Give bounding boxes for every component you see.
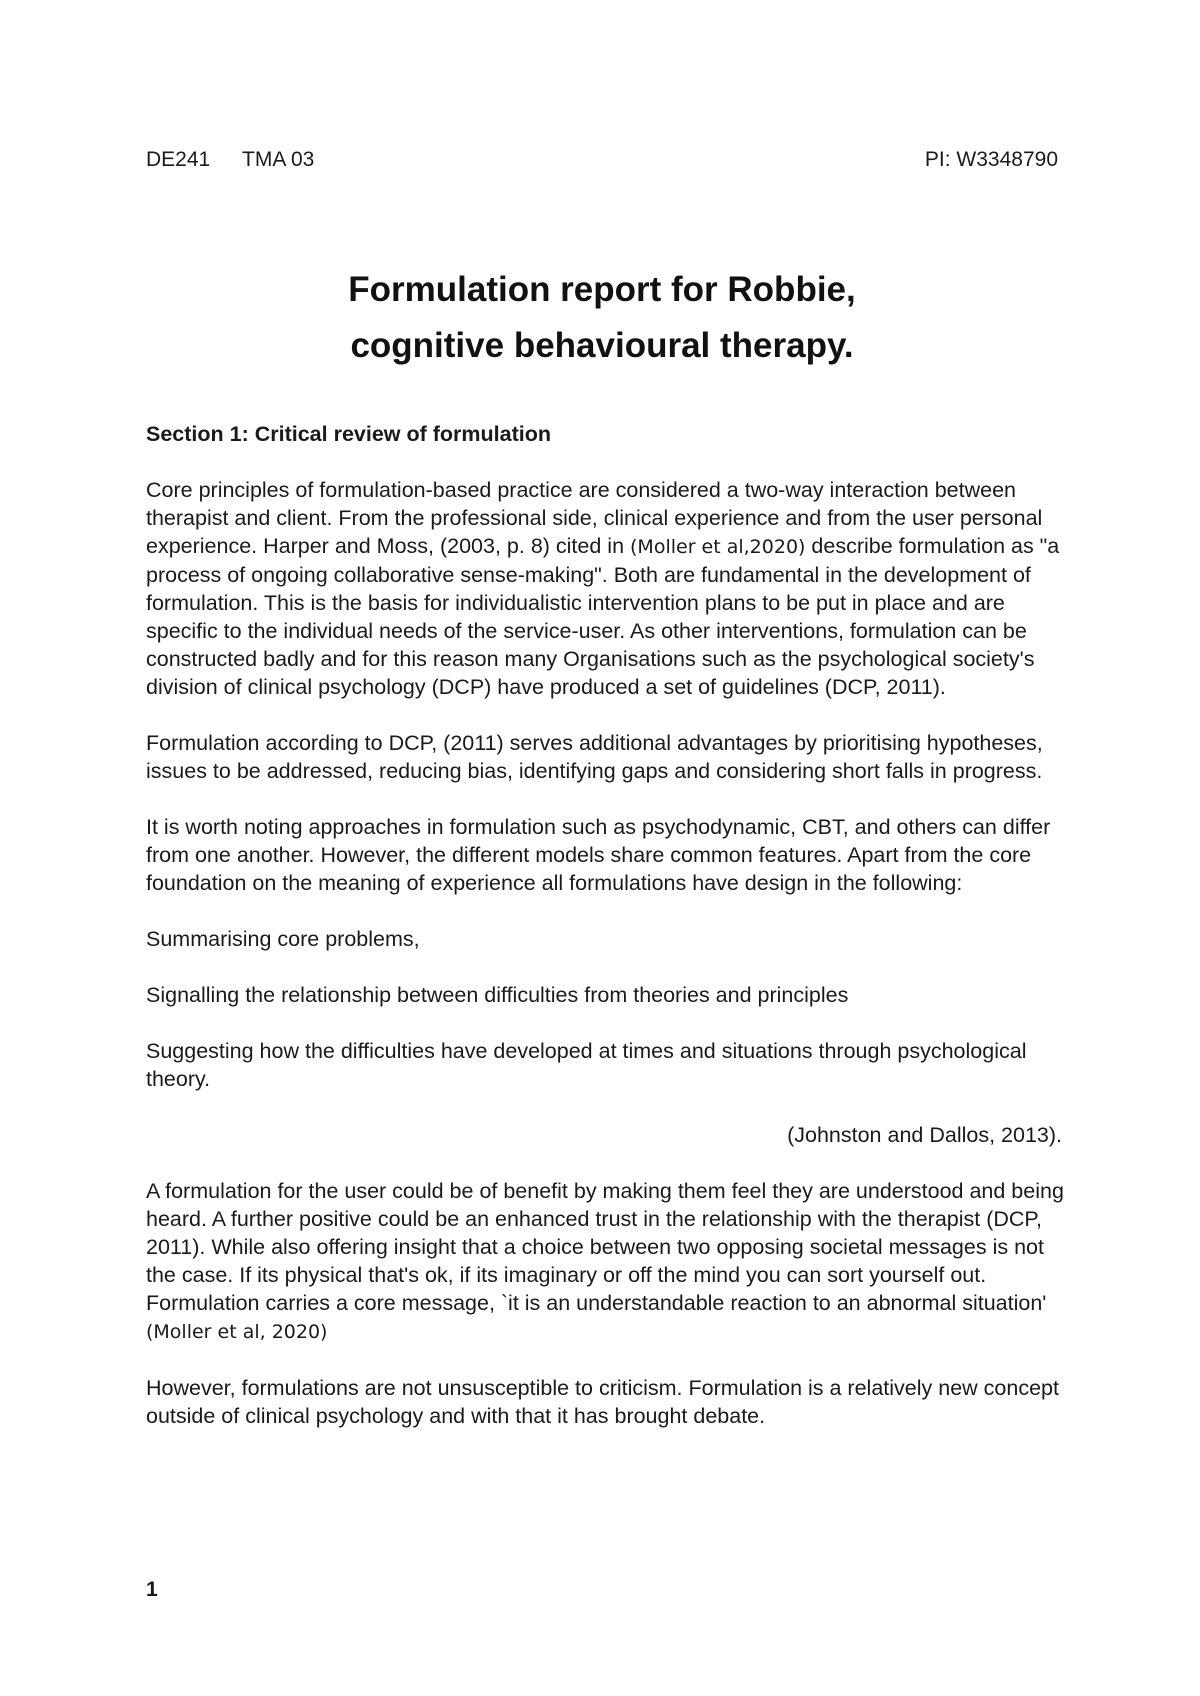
paragraph-1-text-b: describe formulation as "a process of ongoing collaborative sense-making". Both are fundamental in the development of formulation. This is the basis for individualistic intervention plans to be put in place and are specific to the individual needs of the service-user. As other interventions, formulation can be constructed badly and for this reason many Organisations such as the psychological society's division of clinical psychology (DCP) have produced a set of guidelines (DCP, 2011). xyxy=(146,534,1060,699)
paragraph-5: However, formulations are not unsusceptible to criticism. Formulation is a relatively new concept outside of clinical psychology and with that it has brought debate. xyxy=(146,1376,1059,1428)
paragraph-1-text-a: Core principles of formulation-based practice are considered a two-way interaction between therapist and client. From the professional side, clinical experience and from the user personal experience. Harper and Moss, (2003, p. 8) cited in xyxy=(146,478,1043,558)
page-header xyxy=(146,148,1058,178)
paragraph-4 xyxy=(146,1177,1066,1346)
citation-moller-1: (Moller et al,2020) xyxy=(630,536,806,558)
list-item-2: Signalling the relationship between difficulties from theories and principles xyxy=(146,983,849,1007)
document-title xyxy=(146,262,1058,374)
paragraph-1 xyxy=(146,476,1066,701)
assignment-label: TMA 03 xyxy=(242,148,315,171)
section-heading: Section 1: Critical review of formulation xyxy=(146,422,551,446)
personal-identifier: PI: W3348790 xyxy=(924,148,1058,171)
paragraph-4-text: A formulation for the user could be of benefit by making them feel they are understood and being heard. A further positive could be an enhanced trust in the relationship with the therapist (DCP, 2011). While also offering insight that a choice between two opposing societal messages is not the case. If its physical that's ok, if its imaginary or off the mind you can sort yourself out. Formulation carries a core message, `it is an understandable reaction to an abnormal situation' xyxy=(146,1179,1064,1315)
list-item-3: Suggesting how the difficulties have developed at times and situations through psychological theory. xyxy=(146,1039,1027,1091)
document-body xyxy=(146,420,1066,1458)
course-code: DE241 xyxy=(146,148,211,171)
paragraph-2: Formulation according to DCP, (2011) serves additional advantages by prioritising hypotheses, issues to be addressed, reducing bias, identifying gaps and considering short falls in progress. xyxy=(146,731,1043,783)
paragraph-3: It is worth noting approaches in formulation such as psychodynamic, CBT, and others can differ from one another. However, the different models share common features. Apart from the core foundation on the meaning of experience all formulations have design in the following: xyxy=(146,815,1051,895)
title-line-1: Formulation report for Robbie, xyxy=(348,270,856,309)
title-line-2: cognitive behavioural therapy. xyxy=(350,326,854,365)
list-item-1: Summarising core problems, xyxy=(146,927,420,951)
reference-johnston-dallos: (Johnston and Dallos, 2013). xyxy=(787,1123,1062,1147)
page-number: 1 xyxy=(146,1578,158,1601)
citation-moller-2: (Moller et al, 2020) xyxy=(146,1321,328,1343)
